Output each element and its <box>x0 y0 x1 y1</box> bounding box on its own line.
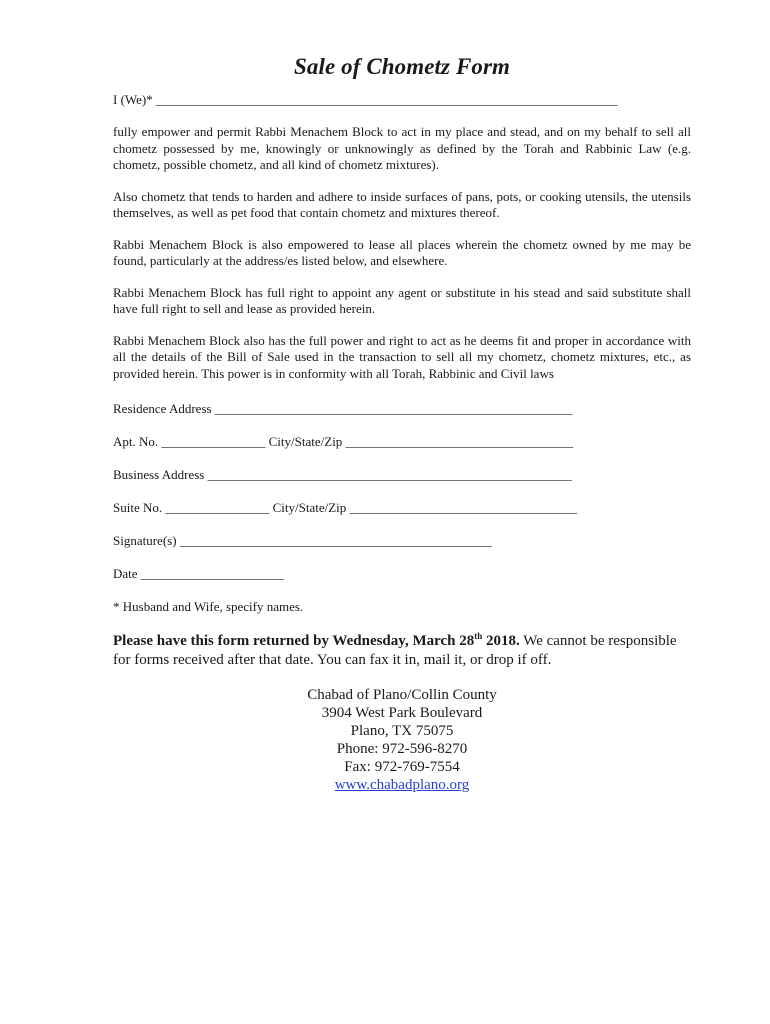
spacer <box>113 270 691 285</box>
residence-address-field[interactable]: Residence Address _______________________________________________________ <box>113 401 573 416</box>
spacer <box>113 318 691 333</box>
contact-phone: Phone: 972-596-8270 <box>336 741 468 757</box>
spacer <box>113 222 691 237</box>
spacer <box>113 417 691 434</box>
spacer <box>113 516 691 533</box>
paragraph-agent: Rabbi Menachem Block has full right to appoint any agent or substitute in his stead and said substitute shall have full right to sell and lease as provided herein. <box>113 284 691 316</box>
notice-rest: We cannot be responsible for forms received after that date. You can fax it in, mail it, or drop if off. <box>113 633 677 668</box>
contact-org: Chabad of Plano/Collin County <box>307 687 497 703</box>
form-page <box>113 54 691 794</box>
paragraph-empower: fully empower and permit Rabbi Menachem Block to act in my place and stead, and on my behalf to sell all chometz possessed by me, knowingly or unknowingly as defined by the Torah and Rabbinic Law (e.g. chometz, possible chometz, and all kind of chometz mixtures). <box>113 124 691 172</box>
paragraph-lease: Rabbi Menachem Block is also empowered to lease all places wherein the chometz owned by me may be found, particularly at the address/es listed below, and elsewhere. <box>113 236 691 268</box>
notice-superscript: th <box>474 631 483 641</box>
spacer <box>113 615 691 632</box>
contact-city: Plano, TX 75075 <box>350 723 454 739</box>
footnote: * Husband and Wife, specify names. <box>113 599 304 614</box>
signature-field[interactable]: Signature(s) ________________________________________________ <box>113 533 492 548</box>
spacer <box>113 549 691 566</box>
return-notice <box>113 632 691 670</box>
spacer <box>113 670 691 686</box>
spacer <box>113 450 691 467</box>
paragraph-power: Rabbi Menachem Block also has the full power and right to act as he deems fit and proper in accordance with all the details of the Bill of Sale used in the transaction to sell all my chometz, chometz mixtures, etc., as provided herein. This power is in conformity with all Torah, Rabbinic and Civil laws <box>113 332 691 381</box>
form-title: Sale of Chometz Form <box>293 54 511 79</box>
spacer <box>113 483 691 500</box>
notice-bold-suffix: 2018. <box>482 633 520 649</box>
contact-website-line <box>113 776 691 794</box>
contact-street: 3904 West Park Boulevard <box>321 705 483 721</box>
date-field[interactable]: Date ______________________ <box>113 566 284 581</box>
contact-fax: Fax: 972-769-7554 <box>344 759 460 775</box>
apt-city-field[interactable]: Apt. No. ________________ City/State/Zip ___________________________________ <box>113 434 574 449</box>
notice-bold-prefix: Please have this form returned by Wednesday, March 28 <box>113 633 475 649</box>
suite-city-field[interactable]: Suite No. ________________ City/State/Zip ___________________________________ <box>113 500 578 515</box>
spacer <box>113 108 691 124</box>
website-link[interactable]: www.chabadplano.org <box>334 777 470 793</box>
contact-block <box>113 686 691 794</box>
business-address-field[interactable]: Business Address ________________________________________________________ <box>113 467 572 482</box>
names-field[interactable]: I (We)* _______________________________________________________________________ <box>113 92 618 107</box>
paragraph-utensils: Also chometz that tends to harden and adhere to inside surfaces of pans, pots, or cooking utensils, the utensils themselves, as well as pet food that contain chometz and mixtures thereof. <box>113 188 691 220</box>
spacer <box>113 382 691 401</box>
spacer <box>113 582 691 599</box>
spacer <box>113 174 691 189</box>
